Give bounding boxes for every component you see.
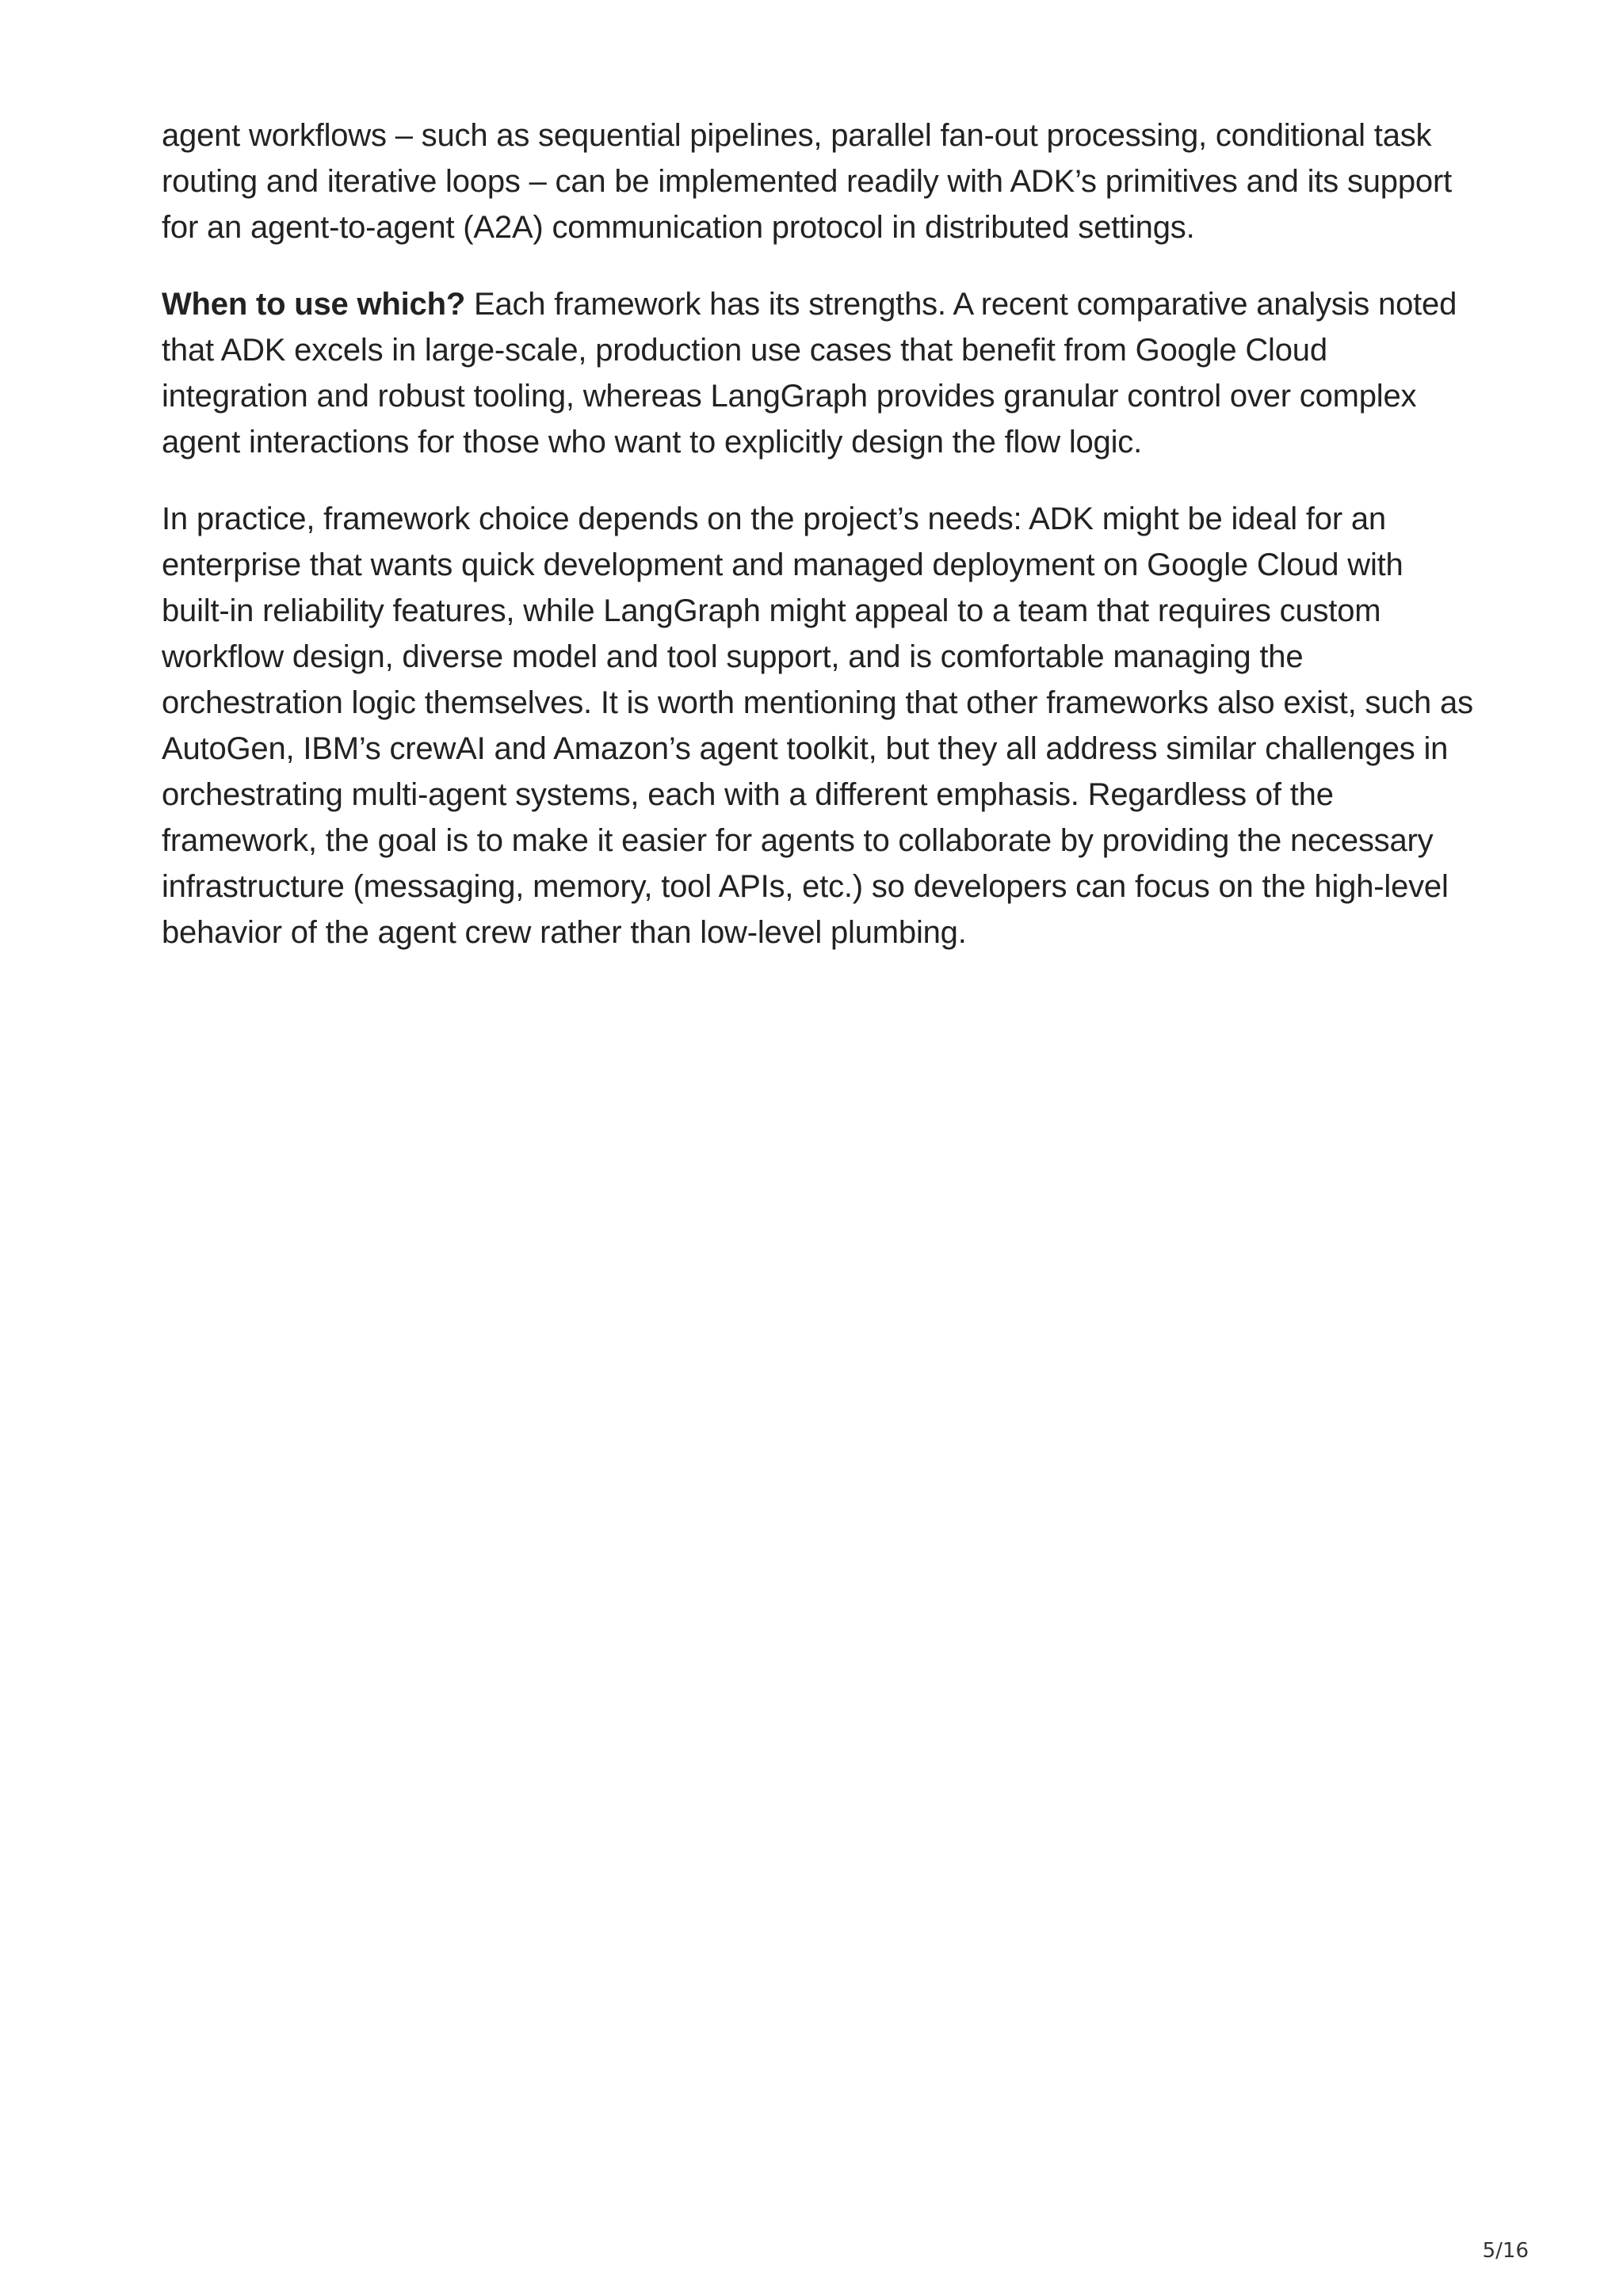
paragraph-workflows (162, 113, 1477, 250)
document-body (162, 113, 1477, 986)
paragraph-in-practice (162, 496, 1477, 955)
page-number: 5/16 (1482, 2239, 1529, 2263)
paragraph-text: Each framework has its strengths. A recent comparative analysis noted that ADK excels in large-scale, production use cases that benefit from Google Cloud integration and robust tooling, whereas LangGraph provides granular control over complex agent interactions for those who want to explicitly design the flow logic. (162, 287, 1457, 460)
paragraph-text: In practice, framework choice depends on the project’s needs: ADK might be ideal for an enterprise that wants quick development and managed deployment on Google Cloud with built-in reliability features, while LangGraph might appeal to a team that requires custom workflow design, diverse model and tool support, and is comfortable managing the orchestration logic themselves. It is worth mentioning that other frameworks also exist, such as AutoGen, IBM’s crewAI and Amazon’s agent toolkit, but they all address similar challenges in orchestrating multi-agent systems, each with a different emphasis. Regardless of the framework, the goal is to make it easier for agents to collaborate by providing the necessary infrastructure (messaging, memory, tool APIs, etc.) so developers can focus on the high-level behavior of the agent crew rather than low-level plumbing. (162, 502, 1473, 950)
paragraph-lead-heading: When to use which? (162, 287, 466, 322)
paragraph-when-to-use (162, 281, 1477, 465)
paragraph-text: agent workflows – such as sequential pipelines, parallel fan-out processing, conditional task routing and iterative loops – can be implemented readily with ADK’s primitives and its support for an agent-to-agent (A2A) communication protocol in distributed settings. (162, 118, 1452, 245)
